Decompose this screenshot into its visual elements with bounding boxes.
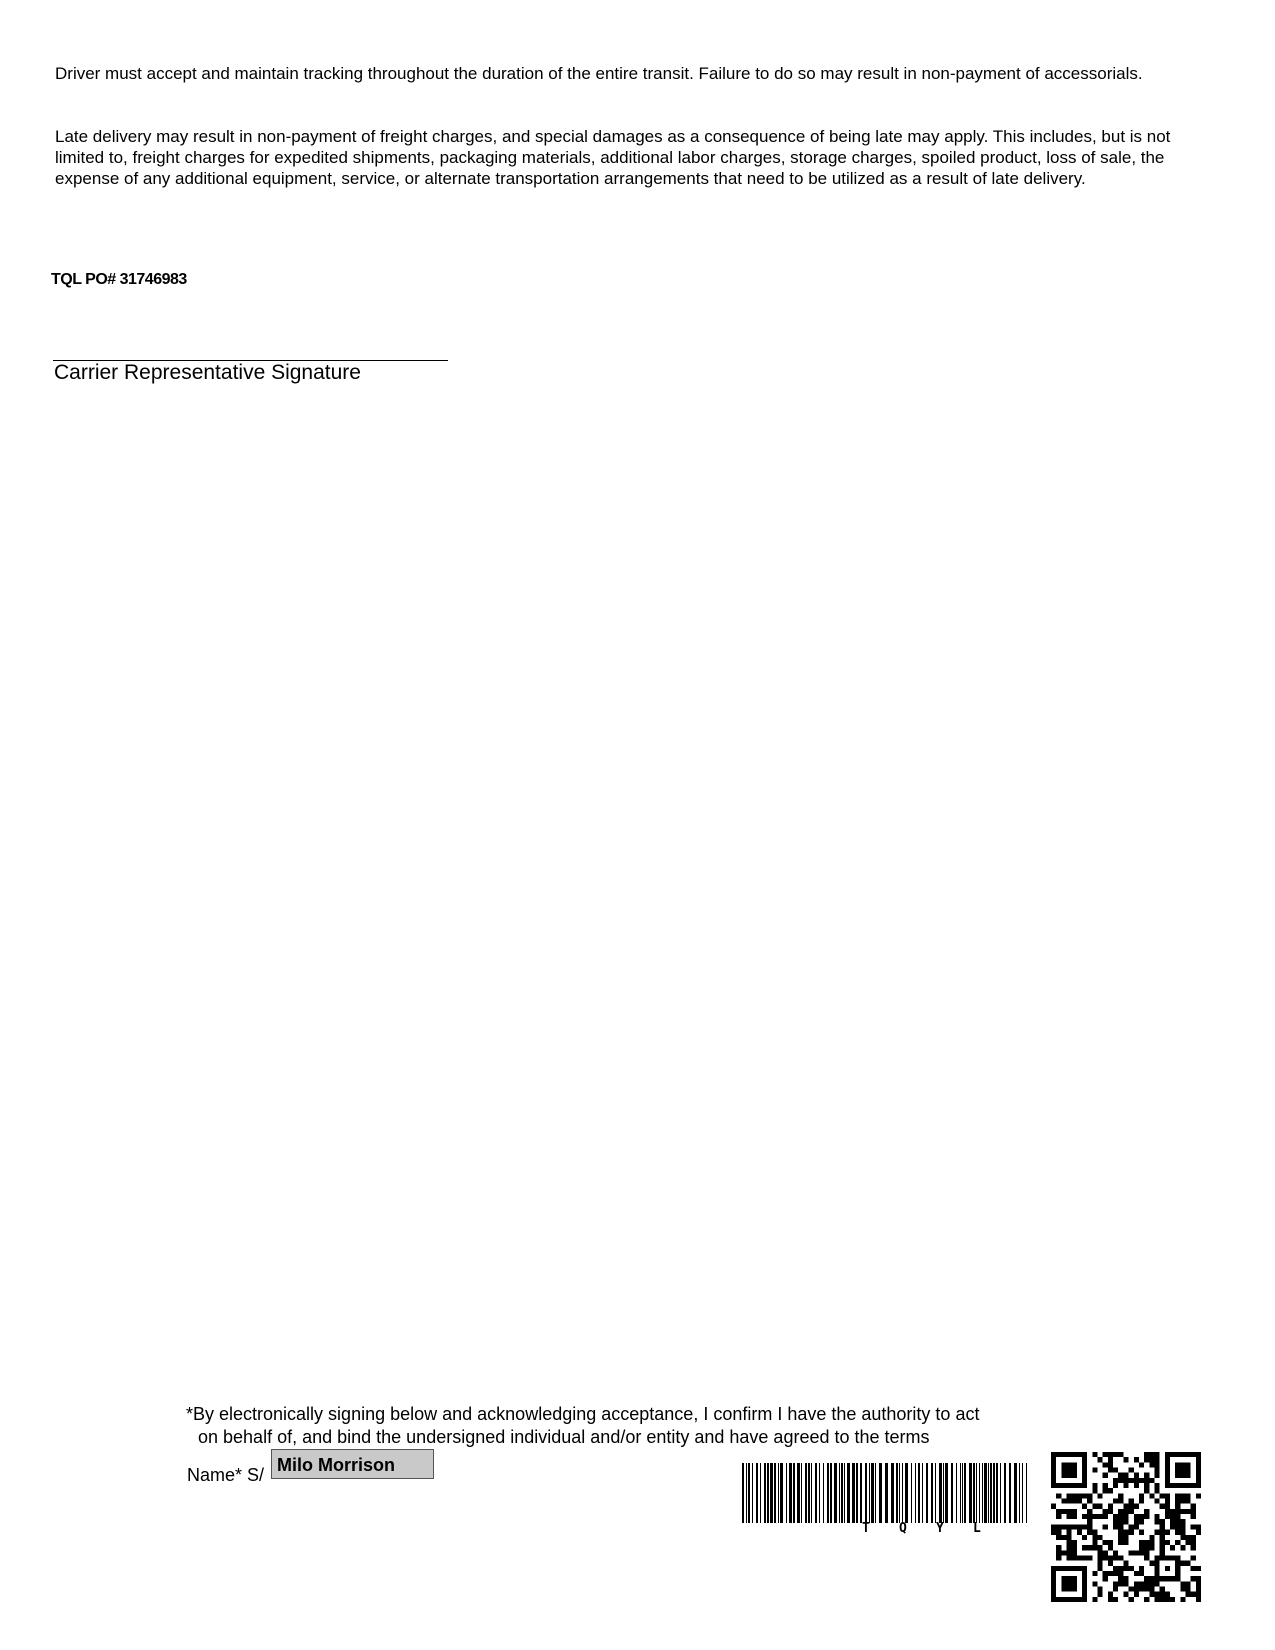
qr-code-icon — [1051, 1452, 1201, 1602]
barcode-text — [742, 1521, 1028, 1537]
barcode-char: L — [973, 1521, 981, 1536]
barcode-char: T — [862, 1521, 870, 1536]
po-number: TQL PO# 31746983 — [51, 271, 187, 288]
acknowledgement-line-2: on behalf of, and bind the undersigned individual and/or entity and have agreed to the terms — [198, 1427, 930, 1447]
acknowledgement-text — [186, 1403, 1046, 1449]
late-delivery-terms: Late delivery may result in non-payment of freight charges, and special damages as a consequence of being late may apply. This includes, but is not limited to, freight charges for expedited shipments, packaging materials, additional labor charges, storage charges, spoiled product, loss of sale, the expense of any additional equipment, service, or alternate transportation arrangements that need to be utilized as a result of late delivery. — [55, 127, 1171, 188]
barcode-char: Q — [899, 1521, 907, 1536]
name-label: Name* S/ — [187, 1465, 265, 1485]
barcode-char: Y — [936, 1521, 944, 1536]
barcode-icon — [742, 1463, 1028, 1523]
acknowledgement-line-1: *By electronically signing below and acknowledging acceptance, I confirm I have the authority to act — [186, 1404, 980, 1424]
tracking-terms: Driver must accept and maintain tracking throughout the duration of the entire transit. Failure to do so may result in non-payment of accessorials. — [55, 64, 1143, 83]
signature-label: Carrier Representative Signature — [54, 361, 361, 384]
name-field[interactable]: Milo Morrison — [271, 1449, 434, 1479]
